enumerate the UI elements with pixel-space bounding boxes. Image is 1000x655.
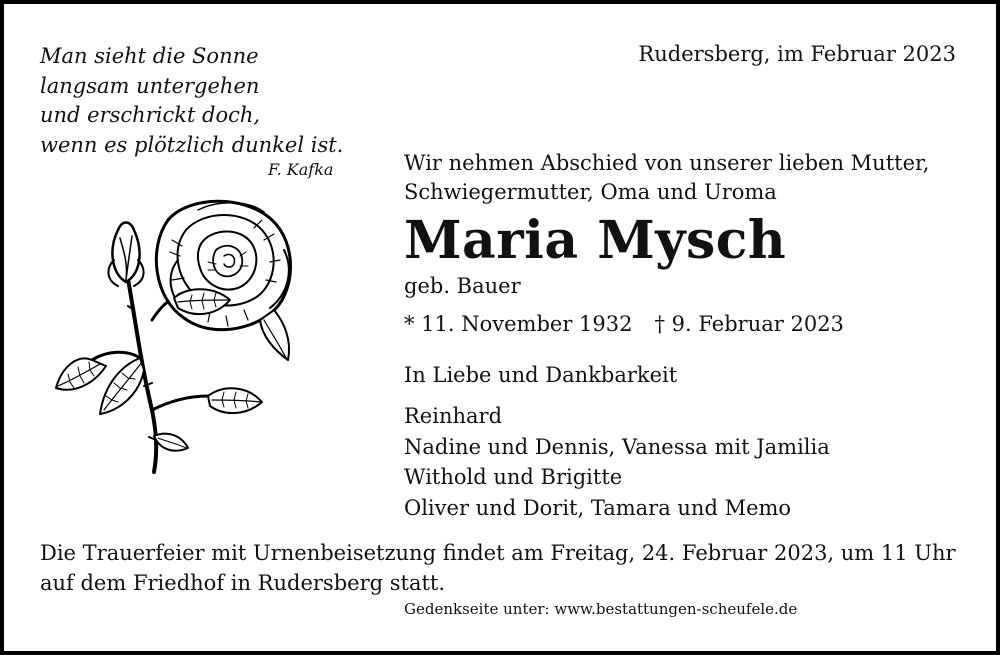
intro-line: Schwiegermutter, Oma und Uroma [404, 180, 777, 204]
place-date: Rudersberg, im Februar 2023 [638, 42, 956, 66]
mourner-entry: Oliver und Dorit, Tamara und Memo [404, 495, 792, 520]
life-dates [404, 312, 844, 336]
poem-line: Man sieht die Sonne [40, 44, 259, 68]
mourner-entry: Reinhard [404, 404, 503, 428]
poem-author: F. Kafka [268, 160, 334, 179]
funeral-line: auf dem Friedhof in Rudersberg statt. [40, 570, 446, 595]
rose-icon [48, 190, 308, 476]
deceased-name: Maria Mysch [404, 210, 787, 271]
memorial-page-link: Gedenkseite unter: www.bestattungen-scheufele.de [404, 600, 798, 618]
poem-line: langsam untergehen [40, 73, 260, 98]
poem-line: wenn es plötzlich dunkel ist. [40, 132, 344, 157]
mourner-entry: Nadine und Dennis, Vanessa mit Jamilia [404, 434, 830, 459]
funeral-notice [40, 539, 956, 598]
poem-line: und erschrickt doch, [40, 103, 261, 127]
death-date: † 9. Februar 2023 [654, 312, 844, 336]
mourner-entry: Withold und Brigitte [404, 465, 623, 489]
maiden-name: geb. Bauer [404, 274, 521, 298]
announcement-intro [404, 149, 929, 207]
birth-date: * 11. November 1932 [404, 312, 633, 336]
mourners-list [404, 401, 830, 523]
funeral-line: Die Trauerfeier mit Urnenbeisetzung findet am Freitag, 24. Februar 2023, um 11 Uhr [40, 541, 956, 565]
poem-quote [40, 42, 343, 160]
intro-line: Wir nehmen Abschied von unserer lieben Mutter, [404, 151, 930, 175]
closing-phrase: In Liebe und Dankbarkeit [404, 363, 678, 387]
